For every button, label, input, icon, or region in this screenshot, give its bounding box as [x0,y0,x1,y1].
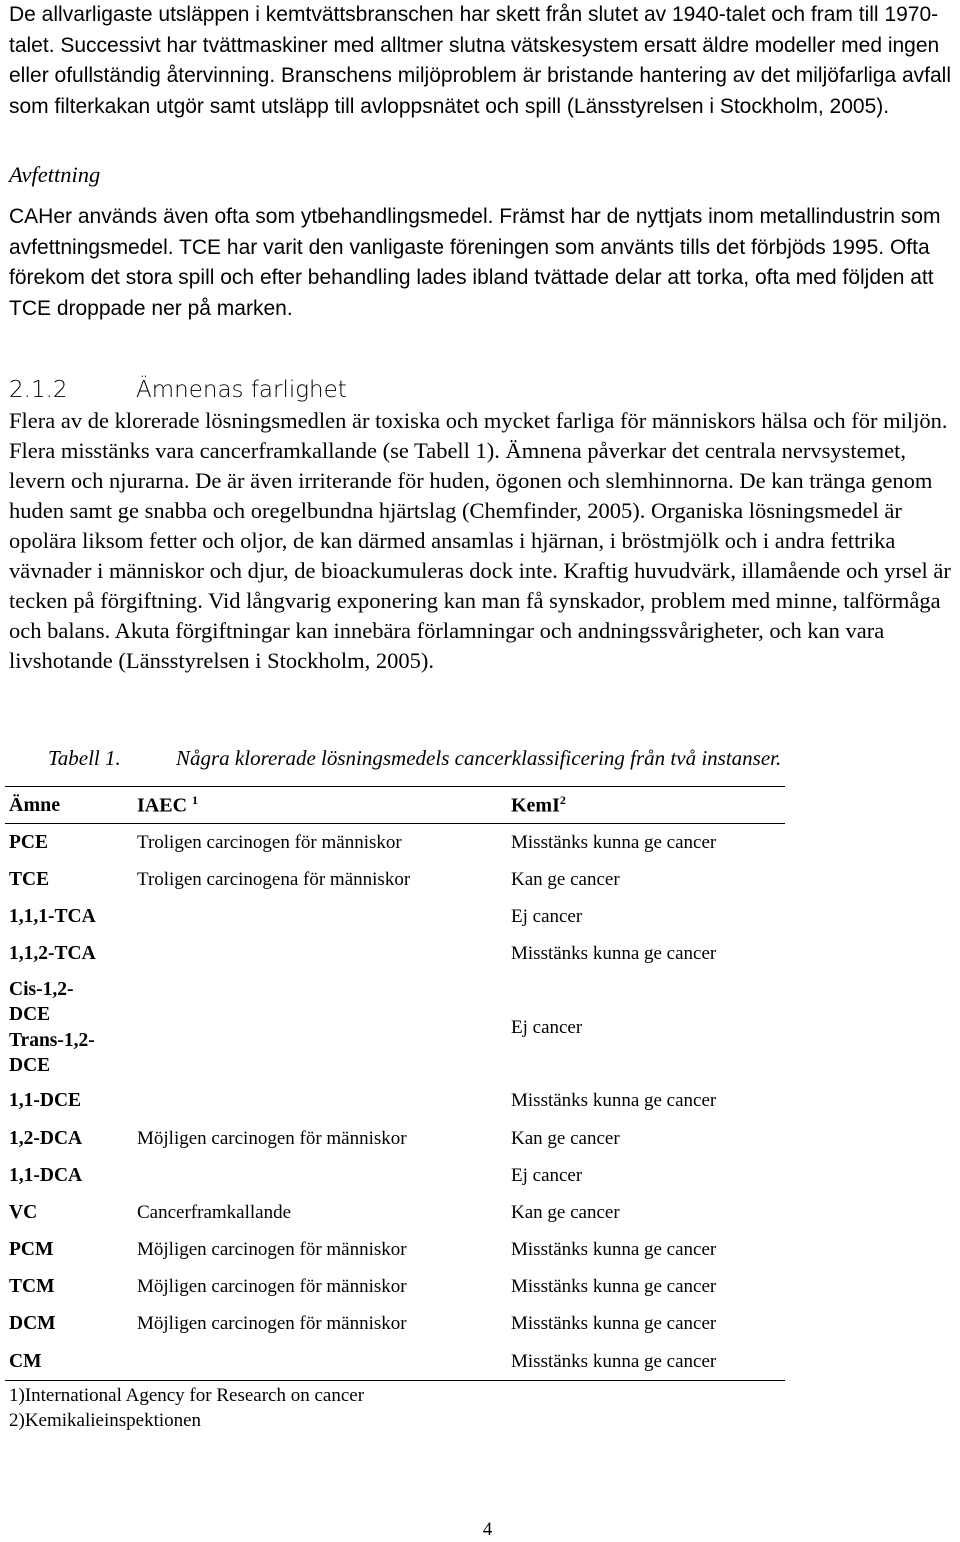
cell-iaec: Möjligen carcinogen för människor [137,1313,407,1335]
substance-line: DCE [9,1055,51,1077]
substance-line: Cis-1,2- [9,978,74,1000]
cell-kemi: Ej cancer [511,905,583,927]
table-row [5,1157,785,1194]
table-row [5,1269,785,1306]
cell-kemi: Misstänks kunna ge cancer [511,943,717,965]
cell-kemi: Misstänks kunna ge cancer [511,1313,717,1335]
table-footnote: 2)Kemikalieinspektionen [9,1410,202,1431]
cell-iaec [133,1343,507,1381]
cell-iaec [133,898,507,935]
cell-substance [5,973,133,1083]
cell-substance: TCE [9,868,50,890]
cell-iaec [133,1157,507,1194]
cell-iaec: Cancerframkallande [137,1201,292,1223]
cell-iaec [133,1083,507,1120]
table-row [5,1120,785,1157]
header-iaec: IAEC $^1$ [133,787,507,824]
table-row [5,973,785,1083]
table-row [5,898,785,935]
section-number: 2.1.2 [9,377,68,403]
table-row [5,1306,785,1343]
cell-kemi: Ej cancer [511,1164,583,1186]
cell-iaec: Möjligen carcinogen för människor [137,1127,407,1149]
cell-substance: 1,1,1-TCA [9,905,96,927]
cell-kemi: Misstänks kunna ge cancer [511,1276,717,1298]
cell-substance: 1,2-DCA [9,1127,83,1149]
cell-substance: 1,1-DCA [9,1164,83,1186]
cell-iaec: Troligen carcinogen för människor [137,831,402,853]
table-caption [48,743,948,773]
cell-kemi: Misstänks kunna ge cancer [511,1239,717,1261]
cell-kemi: Misstänks kunna ge cancer [511,831,717,853]
cell-substance: PCM [9,1239,54,1261]
cell-substance: 1,1-DCE [9,1090,82,1112]
header-kemi: KemI$^2$ [507,787,785,824]
section-paragraph: Flera av de klorerade lösningsmedlen är toxiska och mycket farliga för människors hälsa och för miljön. Flera misstänks vara cancerframkallande (se Tabell 1). Ämnena påverkar det centrala nervsystemet, levern och njurarna. De är även irriterande för huden, ögonen och slemhinnorna. De kan tränga genom huden samt ge snabba och oregelbundna hjärtslag (Chemfinder, 2005). Organiska lösningsmedel är opolära liksom fetter och oljor, de kan därmed ansamlas i hjärnan, i bröstmjölk och i andra fettrika vävnader i människor och djur, de bioackumuleras dock inte. Kraftig huvudvärk, illamående och yrsel är tecken på förgiftning. Vid långvarig exponering kan man få synskador, problem med minne, talförmåga och balans. Akuta förgiftningar kan innebära förlamningar och andningssvårigheter, och kan vara livshotande (Länsstyrelsen i Stockholm, 2005). [9,408,951,673]
page-number: 4 [482,1519,493,1540]
table-row [5,1232,785,1269]
cell-iaec [133,936,507,973]
table-footnote: 1)International Agency for Research on cancer [9,1385,365,1406]
avfettning-heading: Avfettning [9,162,101,187]
section-heading [9,375,609,405]
cell-iaec [133,973,507,1083]
cell-iaec: Möjligen carcinogen för människor [137,1239,407,1261]
cell-iaec: Troligen carcinogena för människor [137,868,411,890]
classification-table [5,786,785,1381]
cell-substance: DCM [9,1313,56,1335]
cell-kemi: Kan ge cancer [511,868,620,890]
avfettning-paragraph: CAHer används även ofta som ytbehandlingsmedel. Främst har de nyttjats inom metallindustrin som avfettningsmedel. TCE har varit den vanligaste föreningen som använts tills det förbjöds 1995. Ofta förekom det stora spill och efter behandling lades ibland tvättade delar att torka, ofta med följden att TCE droppade ner på marken. [9,205,941,320]
table-row [5,1343,785,1381]
cell-kemi: Misstänks kunna ge cancer [507,1343,785,1381]
cell-kemi: Kan ge cancer [511,1127,620,1149]
cell-kemi: Ej cancer [511,1016,583,1038]
cell-kemi: Misstänks kunna ge cancer [511,1090,717,1112]
table-row [5,1083,785,1120]
intro-paragraph: De allvarligaste utsläppen i kemtvättsbranschen har skett från slutet av 1940-talet och fram till 1970-talet. Successivt har tvättmaskiner med alltmer slutna vätskesystem ersatt äldre modeller med ingen eller ofullständig återvinning. Branschens miljöproblem är bristande hantering av det miljöfarliga avfall som filterkakan utgör samt utsläpp till avloppsnätet och spill (Länsstyrelsen i Stockholm, 2005). [9,3,951,118]
table-row [5,861,785,898]
substance-line: Trans-1,2- [9,1029,95,1051]
cell-iaec: Möjligen carcinogen för människor [137,1276,407,1298]
table-header-row [5,787,785,824]
table-row [5,824,785,862]
table-row [5,1194,785,1231]
cell-substance: CM [5,1343,133,1381]
cell-substance: PCE [9,831,48,853]
substance-line: DCE [9,1004,51,1026]
cell-substance: 1,1,2-TCA [9,943,96,965]
table-row [5,936,785,973]
cell-substance: VC [9,1201,38,1223]
cell-substance: TCM [9,1276,55,1298]
section-title: Ämnenas farlighet [136,377,347,403]
table-caption-text: Några klorerade lösningsmedels cancerklassificering från två instanser. [176,746,782,770]
cell-kemi: Kan ge cancer [511,1201,620,1223]
table-caption-label: Tabell 1. [48,746,121,770]
header-substance: Ämne [5,787,133,824]
